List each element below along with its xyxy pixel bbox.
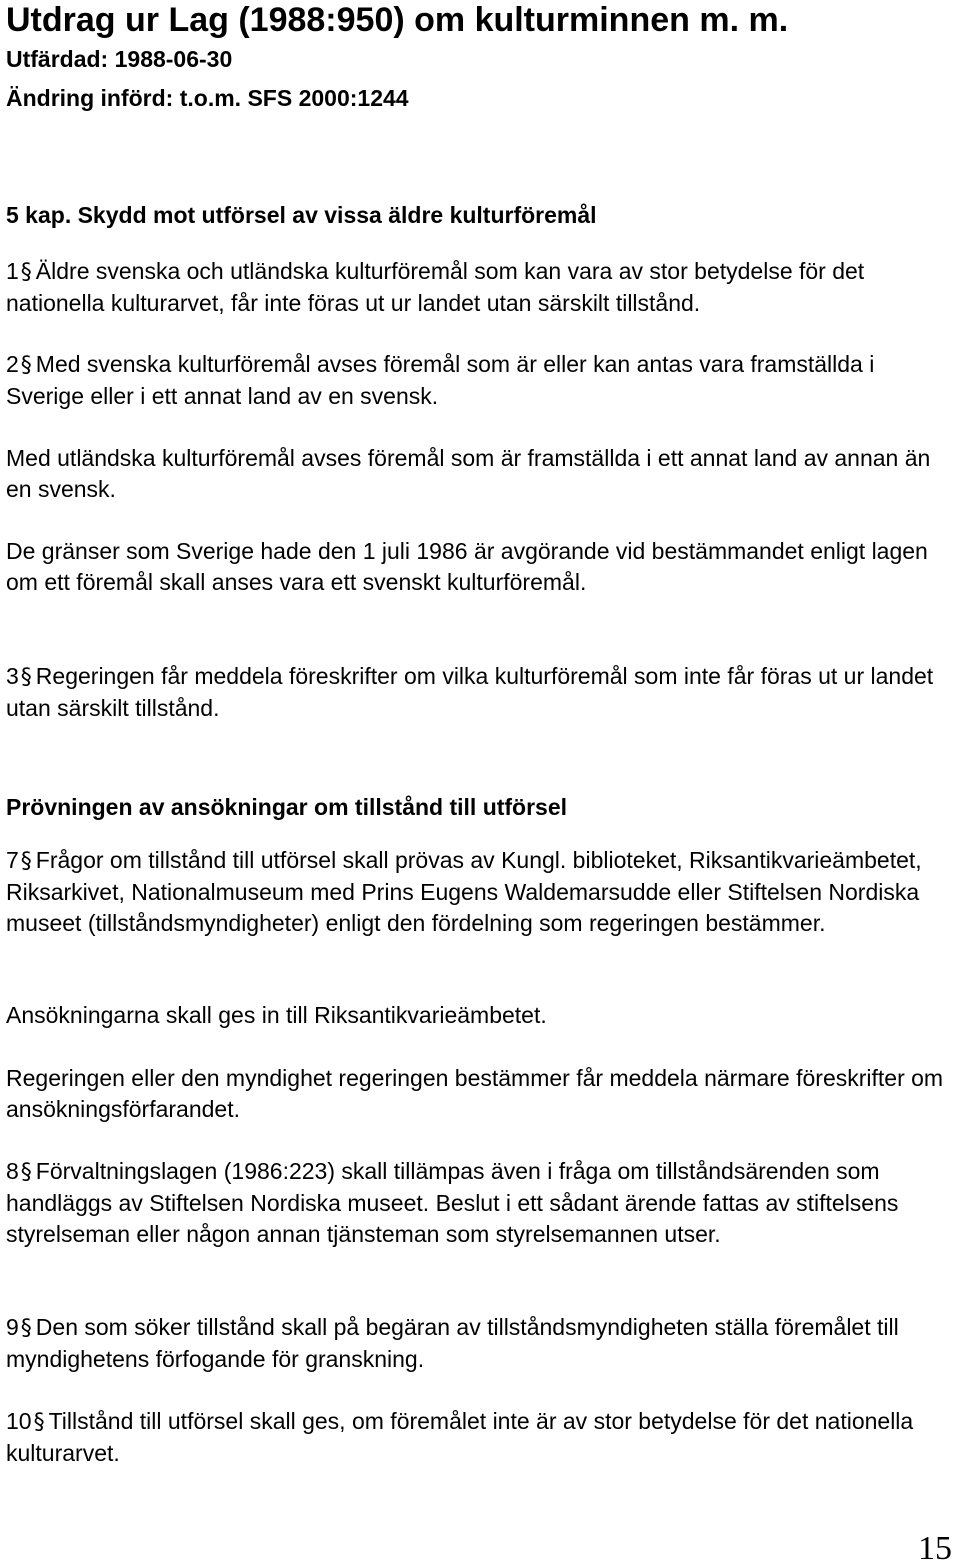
section-symbol-icon: § [20,260,32,285]
section-7-paragraph-2: Ansökningarna skall ges in till Riksantikvarieämbetet. [6,1002,547,1028]
section-8 [6,1156,958,1250]
subheading: Prövningen av ansökningar om tillstånd till utförsel [6,794,568,820]
section-3 [6,661,958,724]
section-2 [6,349,958,412]
section-7-paragraph-3: Regeringen eller den myndighet regeringen bestämmer får meddela närmare föreskrifter om ansökningsförfarandet. [6,1065,944,1122]
section-9 [6,1312,958,1375]
section-text: Den som söker tillstånd skall på begäran av tillståndsmyndigheten ställa föremålet till myndighetens förfogande för granskning. [6,1314,899,1372]
page-number: 15 [918,1530,952,1567]
section-2-paragraph-2: Med utländska kulturföremål avses föremål som är framställda i ett annat land av annan än en svensk. [6,445,931,502]
section-text: Tillstånd till utförsel skall ges, om föremålet inte är av stor betydelse för det nationella kulturarvet. [6,1408,914,1466]
section-1 [6,256,958,319]
section-number: 10 [6,1408,32,1434]
section-number: 3 [6,663,19,689]
section-number: 7 [6,847,19,873]
section-symbol-icon: § [33,1410,45,1435]
section-symbol-icon: § [20,849,32,874]
section-text: Med svenska kulturföremål avses föremål som är eller kan antas vara framställda i Sverige eller i ett annat land av en svensk. [6,351,875,409]
section-symbol-icon: § [20,1160,32,1185]
section-number: 9 [6,1314,19,1340]
section-number: 1 [6,258,19,284]
section-text: Äldre svenska och utländska kulturföremål som kan vara av stor betydelse för det nationella kulturarvet, får inte föras ut ur landet utan särskilt tillstånd. [6,258,865,316]
section-symbol-icon: § [20,1316,32,1341]
amendment-note: Ändring införd: t.o.m. SFS 2000:1244 [6,85,409,111]
chapter-heading: 5 kap. Skydd mot utförsel av vissa äldre kulturföremål [6,202,597,228]
section-7 [6,845,958,939]
section-text: Förvaltningslagen (1986:223) skall tillämpas även i fråga om tillståndsärenden som handläggs av Stiftelsen Nordiska museet. Beslut i ett sådant ärende fattas av stiftelsens styrelseman eller någon annan tjänsteman som styrelsemannen utser. [6,1158,899,1247]
section-text: Frågor om tillstånd till utförsel skall prövas av Kungl. biblioteket, Riksantikvarieämbetet, Riksarkivet, Nationalmuseum med Prins Eugens Waldemarsudde eller Stiftelsen Nordiska museet (tillståndsmyndigheter) enligt den fördelning som regeringen bestämmer. [6,847,922,936]
section-text: Regeringen får meddela föreskrifter om vilka kulturföremål som inte får föras ut ur landet utan särskilt tillstånd. [6,663,934,721]
document-title: Utdrag ur Lag (1988:950) om kulturminnen m. m. [6,1,789,39]
issued-date: Utfärdad: 1988-06-30 [6,46,233,72]
section-number: 2 [6,351,19,377]
section-symbol-icon: § [20,665,32,690]
section-2-paragraph-3: De gränser som Sverige hade den 1 juli 1986 är avgörande vid bestämmandet enligt lagen om ett föremål skall anses vara ett svenskt kulturföremål. [6,538,928,595]
section-10 [6,1406,958,1469]
section-symbol-icon: § [20,353,32,378]
section-number: 8 [6,1158,19,1184]
